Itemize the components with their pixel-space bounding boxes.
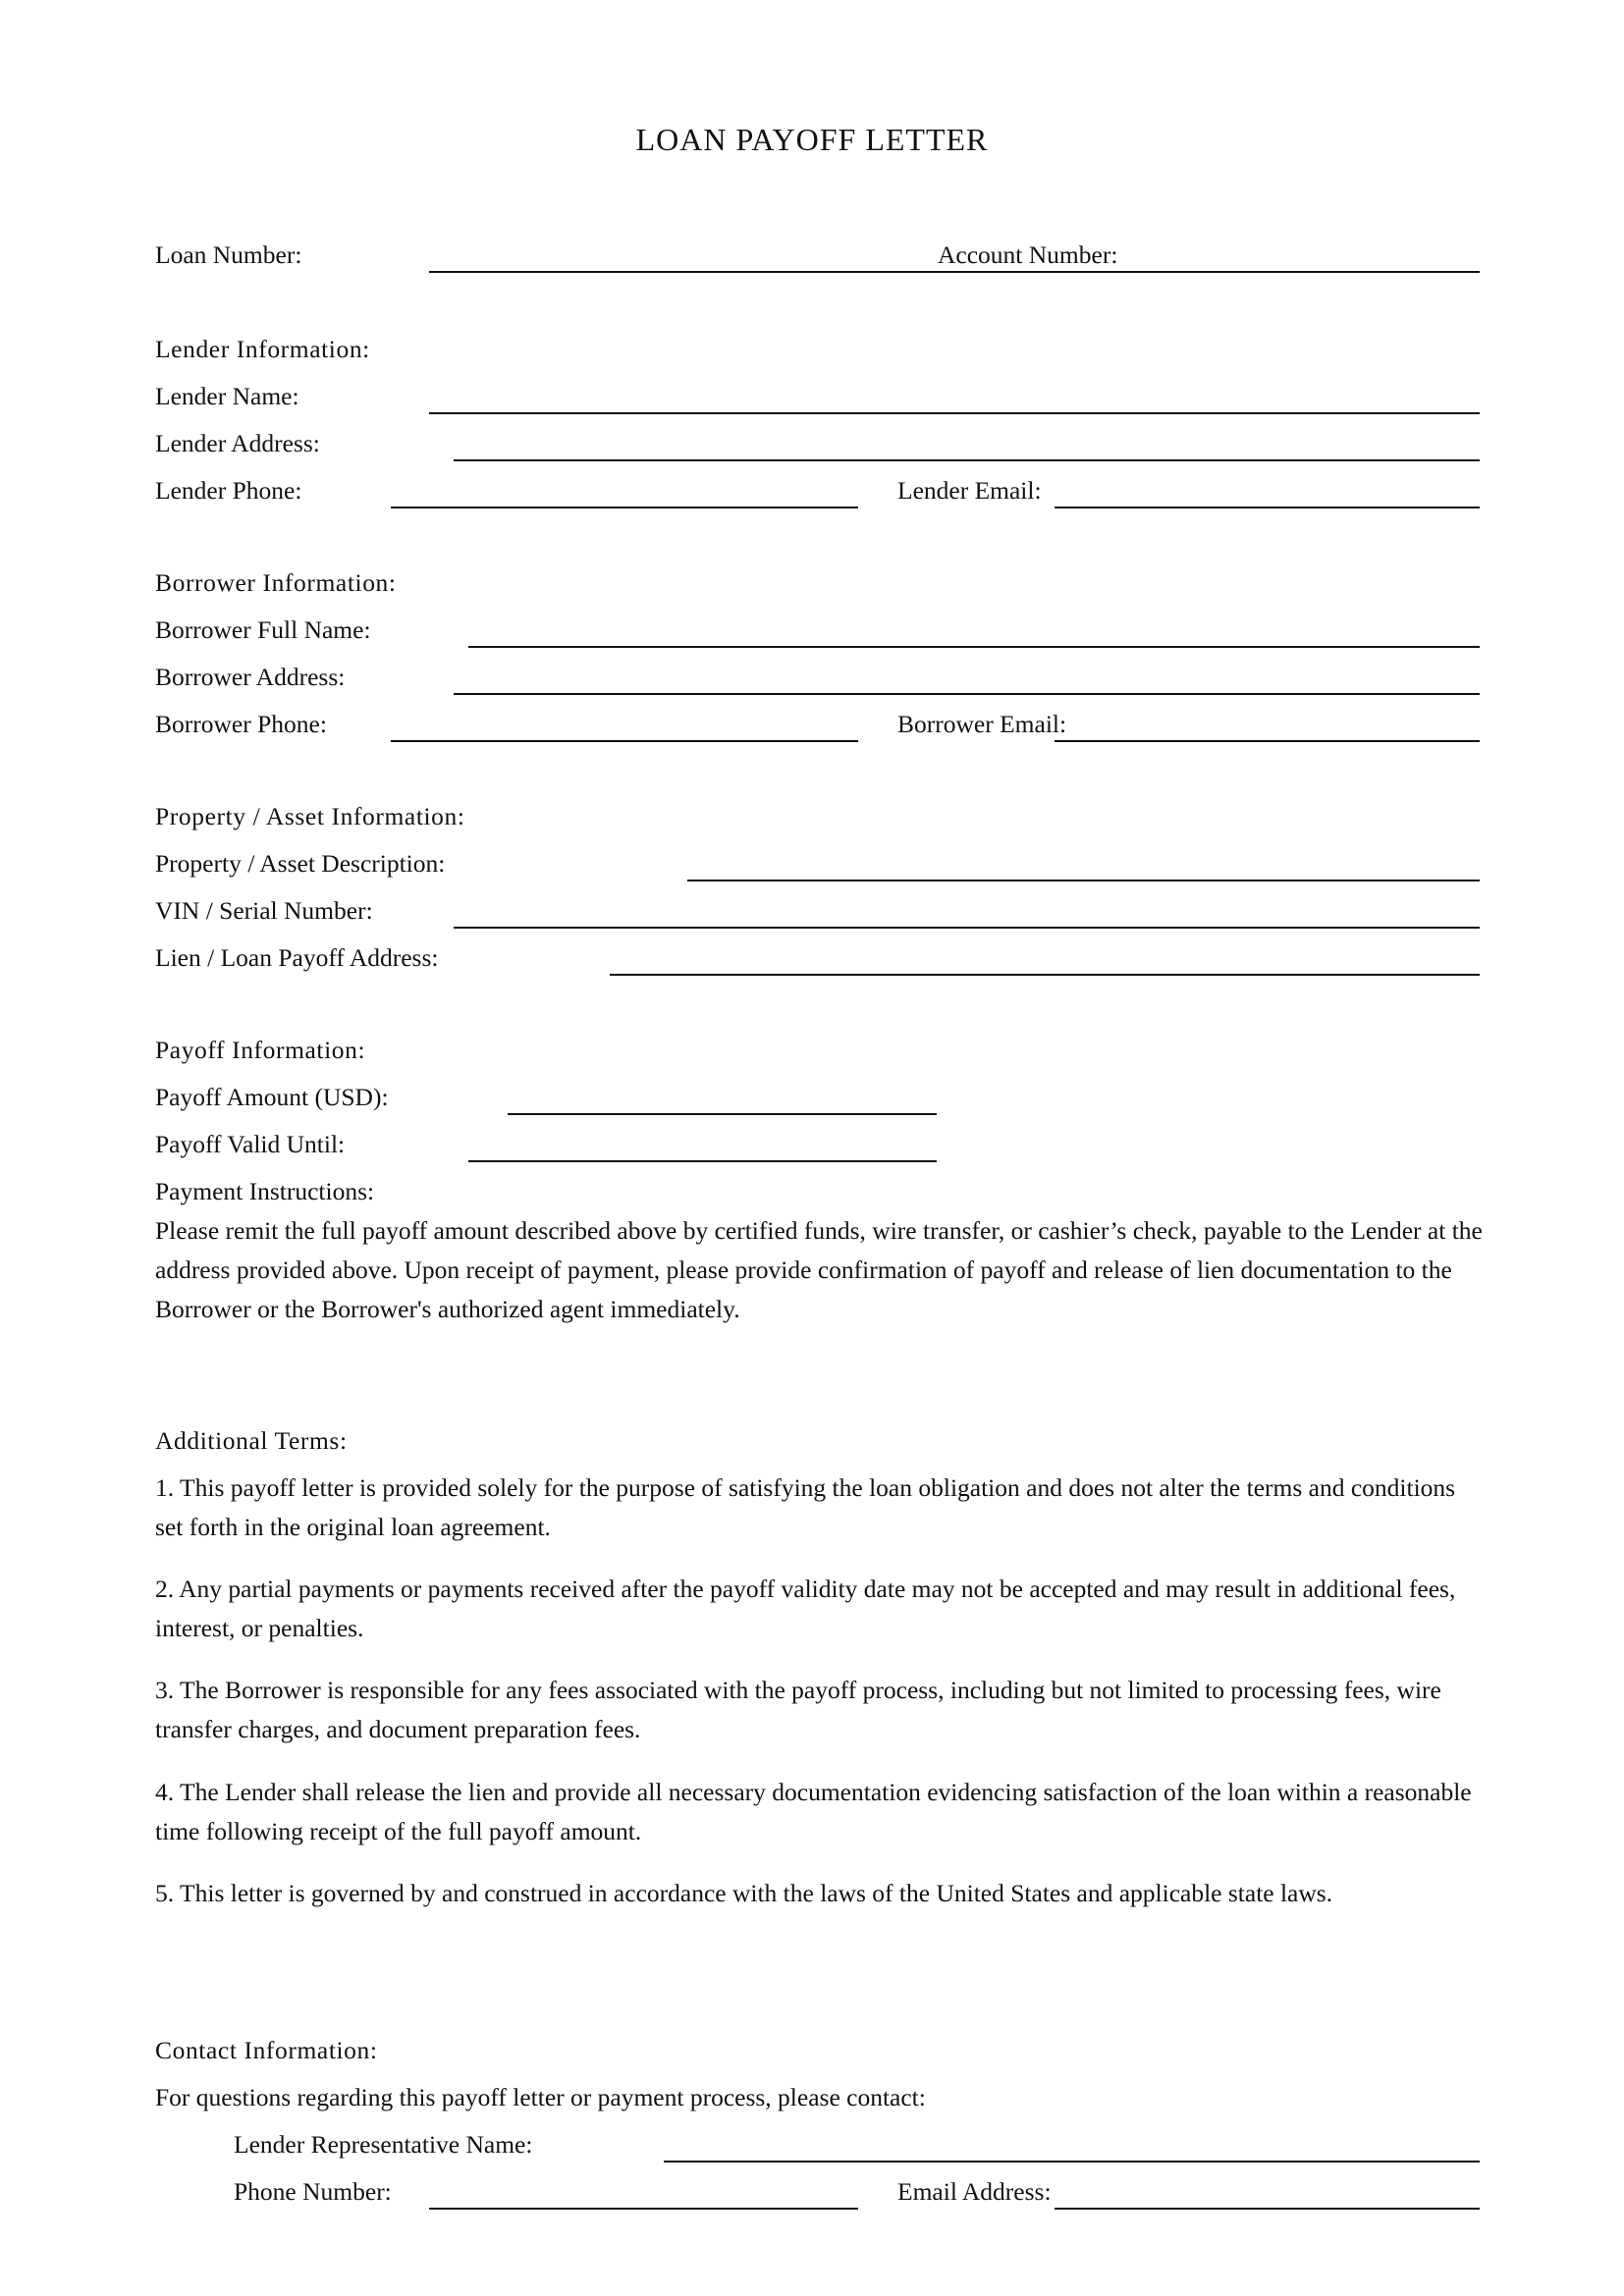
lender-name-field[interactable] bbox=[429, 412, 1480, 414]
contact-email-field[interactable] bbox=[1055, 2208, 1480, 2210]
contact-section-heading: Contact Information: bbox=[155, 2036, 378, 2064]
contact-email-label: Email Address: bbox=[897, 2177, 1052, 2206]
vin-serial-label: VIN / Serial Number: bbox=[155, 896, 373, 925]
lien-payoff-address-field[interactable] bbox=[610, 974, 1480, 976]
borrower-address-label: Borrower Address: bbox=[155, 663, 346, 691]
lender-phone-field[interactable] bbox=[391, 507, 858, 508]
term-item: 1. This payoff letter is provided solely for the purpose of satisfying the loan obligation and does not alter the terms and conditions set forth in the original loan agreement. bbox=[155, 1473, 1456, 1541]
borrower-section-heading: Borrower Information: bbox=[155, 568, 397, 597]
borrower-address-field[interactable] bbox=[454, 693, 1480, 695]
lien-payoff-address-label: Lien / Loan Payoff Address: bbox=[155, 943, 439, 972]
asset-description-field[interactable] bbox=[687, 880, 1480, 881]
lender-address-label: Lender Address: bbox=[155, 429, 320, 457]
rep-name-field[interactable] bbox=[664, 2161, 1480, 2163]
term-item: 4. The Lender shall release the lien and provide all necessary documentation evidencing satisfaction of the loan within a reasonable time following receipt of the full payoff amount. bbox=[155, 1778, 1472, 1845]
lender-phone-label: Lender Phone: bbox=[155, 476, 302, 505]
loan-number-label: Loan Number: bbox=[155, 240, 302, 269]
payment-instructions-label: Payment Instructions: bbox=[155, 1177, 375, 1205]
contact-phone-field[interactable] bbox=[429, 2208, 858, 2210]
borrower-name-label: Borrower Full Name: bbox=[155, 615, 371, 644]
borrower-email-label: Borrower Email: bbox=[897, 710, 1067, 738]
lender-address-field[interactable] bbox=[454, 459, 1480, 461]
payment-instructions-text: Please remit the full payoff amount described above by certified funds, wire transfer, or cashier’s check, payable to the Lender at the address provided above. Upon receipt of payment, please provide confirmation of payoff and release of lien documentation to the Borrower or the Borrower's authorized agent immediately. bbox=[155, 1216, 1483, 1323]
rep-name-label: Lender Representative Name: bbox=[234, 2130, 533, 2159]
lender-name-label: Lender Name: bbox=[155, 382, 299, 410]
payoff-amount-label: Payoff Amount (USD): bbox=[155, 1083, 389, 1111]
borrower-phone-field[interactable] bbox=[391, 740, 858, 742]
payoff-valid-until-field[interactable] bbox=[468, 1160, 937, 1162]
payoff-valid-until-label: Payoff Valid Until: bbox=[155, 1130, 346, 1158]
payoff-amount-field[interactable] bbox=[508, 1113, 937, 1115]
asset-description-label: Property / Asset Description: bbox=[155, 849, 446, 878]
page-title: LOAN PAYOFF LETTER bbox=[635, 122, 989, 157]
lender-section-heading: Lender Information: bbox=[155, 335, 370, 363]
lender-email-field[interactable] bbox=[1055, 507, 1480, 508]
term-item: 5. This letter is governed by and construed in accordance with the laws of the United States and applicable state laws. bbox=[155, 1879, 1333, 1907]
account-number-label: Account Number: bbox=[938, 240, 1118, 269]
property-section-heading: Property / Asset Information: bbox=[155, 802, 465, 830]
terms-section-heading: Additional Terms: bbox=[155, 1426, 348, 1455]
vin-serial-field[interactable] bbox=[454, 927, 1480, 929]
borrower-phone-label: Borrower Phone: bbox=[155, 710, 327, 738]
payoff-section-heading: Payoff Information: bbox=[155, 1036, 366, 1064]
term-item: 3. The Borrower is responsible for any fees associated with the payoff process, including but not limited to processing fees, wire transfer charges, and document preparation fees. bbox=[155, 1676, 1441, 1743]
lender-email-label: Lender Email: bbox=[897, 476, 1042, 505]
borrower-email-field[interactable] bbox=[1055, 740, 1480, 742]
term-item: 2. Any partial payments or payments received after the payoff validity date may not be accepted and may result in additional fees, interest, or penalties. bbox=[155, 1575, 1456, 1642]
borrower-name-field[interactable] bbox=[468, 646, 1480, 648]
loan-number-field[interactable] bbox=[429, 271, 1480, 273]
contact-phone-label: Phone Number: bbox=[234, 2177, 392, 2206]
contact-intro-text: For questions regarding this payoff letter or payment process, please contact: bbox=[155, 2083, 926, 2111]
